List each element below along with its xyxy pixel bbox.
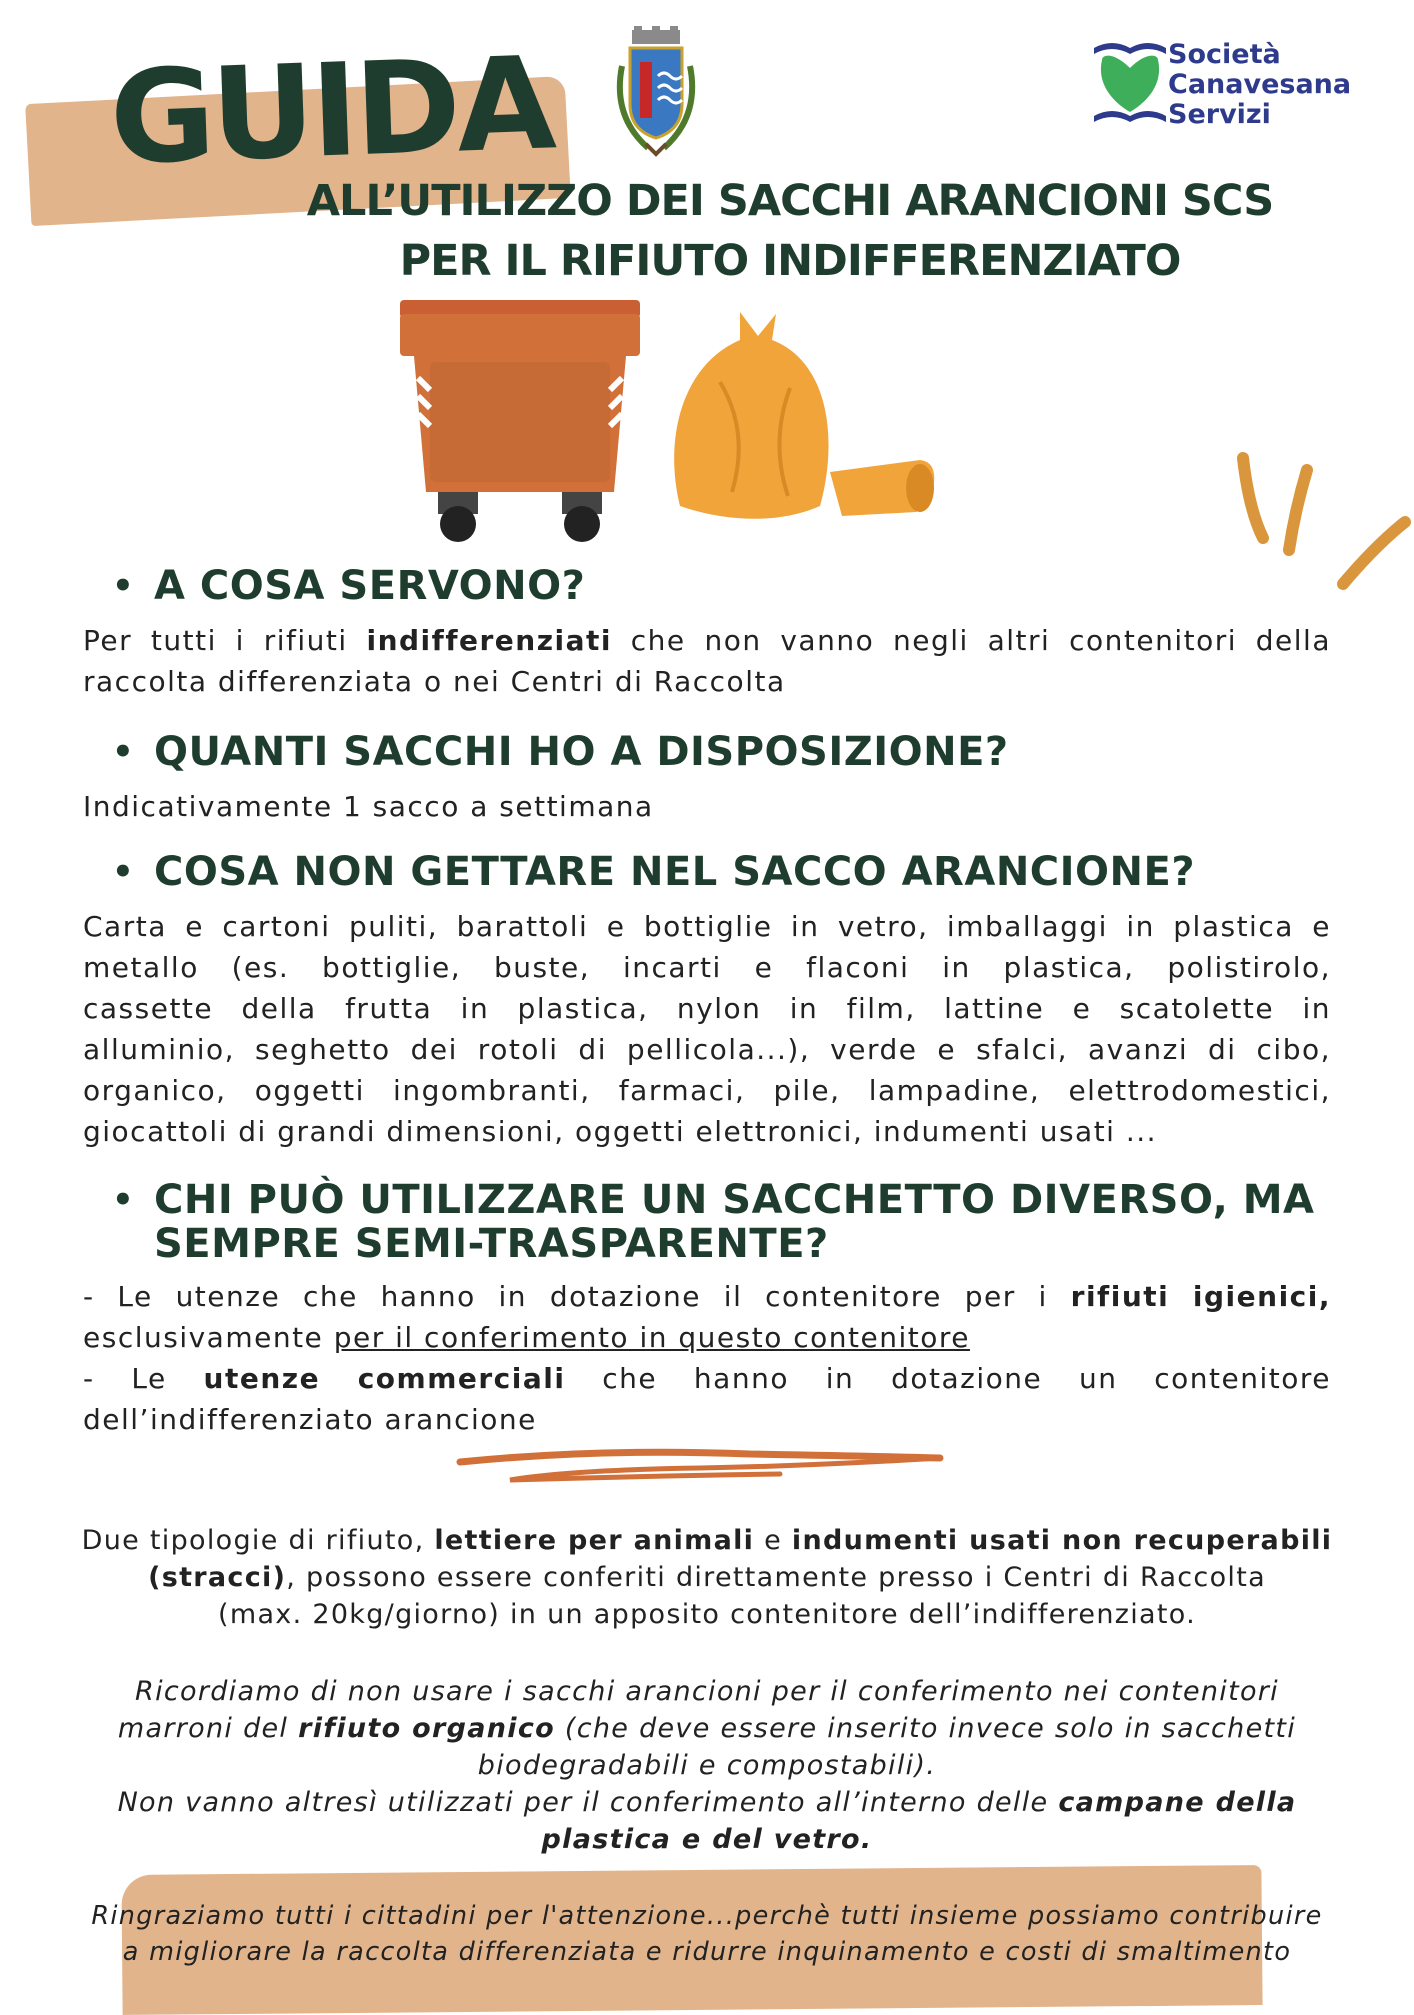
bullet: • bbox=[112, 732, 135, 772]
scs-logo-text bbox=[1168, 40, 1351, 130]
note-ringraziamo bbox=[60, 1898, 1354, 1970]
section-heading-chi-puo-utilizzare bbox=[108, 1178, 1358, 1266]
text-run: esclusivamente bbox=[83, 1321, 334, 1354]
section-heading-a-cosa-servono bbox=[108, 564, 1358, 608]
guida-title: GUIDA bbox=[107, 29, 555, 194]
note-rifiuto-organico bbox=[80, 1673, 1334, 1784]
bullet: • bbox=[112, 852, 135, 892]
heading-line-2: SEMPRE SEMI-TRASPARENTE? bbox=[154, 1221, 829, 1267]
orange-bag-icon bbox=[674, 312, 934, 519]
text-run: biodegradabili e compostabili). bbox=[477, 1750, 937, 1781]
text-line: organico, oggetti ingombranti, farmaci, pile, lampadine, elettrodomestici, bbox=[83, 1074, 1331, 1107]
bold-text: campane della bbox=[1058, 1787, 1297, 1818]
orange-bin-icon bbox=[400, 300, 640, 542]
section-text-a-cosa-servono bbox=[83, 620, 1331, 702]
text-run: (max. 20kg/giorno) in un apposito contenitore dell’indifferenziato. bbox=[218, 1599, 1196, 1630]
bullet: • bbox=[112, 566, 135, 606]
note-campane bbox=[80, 1784, 1334, 1858]
text-run: - Le bbox=[83, 1362, 204, 1395]
bold-text: indumenti usati non recuperabili bbox=[791, 1525, 1333, 1556]
bin-and-bag-illustration bbox=[360, 292, 960, 562]
text-run: Due tipologie di rifiuto, bbox=[81, 1525, 435, 1556]
bullet: • bbox=[112, 1180, 135, 1220]
bold-text: indifferenziati bbox=[366, 624, 612, 657]
bold-text: utenze commerciali bbox=[203, 1362, 566, 1395]
text-line: raccolta differenziata o nei Centri di Raccolta bbox=[83, 665, 786, 698]
text-run: che non vanno negli altri contenitori della bbox=[612, 624, 1331, 657]
bold-text: rifiuti igienici, bbox=[1070, 1280, 1331, 1313]
section-heading-cosa-non-gettare bbox=[108, 850, 1358, 894]
text-line: dell’indifferenziato arancione bbox=[83, 1403, 537, 1436]
note-centri-di-raccolta bbox=[80, 1522, 1334, 1633]
heading-text: QUANTI SACCHI HO A DISPOSIZIONE? bbox=[154, 729, 1009, 775]
text-line: cassette della frutta in plastica, nylon in film, lattine e scatolette in bbox=[83, 992, 1331, 1025]
coat-of-arms-icon bbox=[608, 26, 704, 162]
text-line: giocattoli di grandi dimensioni, oggetti elettronici, indumenti usati ... bbox=[83, 1115, 1158, 1148]
brush-divider bbox=[450, 1440, 950, 1500]
text-line bbox=[83, 1317, 1331, 1358]
section-heading-quanti-sacchi bbox=[108, 730, 1358, 774]
bold-text: rifiuto organico bbox=[298, 1713, 556, 1744]
section-text-quanti-sacchi: Indicativamente 1 sacco a settimana bbox=[83, 790, 654, 823]
bold-text: plastica e del vetro. bbox=[541, 1824, 873, 1855]
text-run: a migliorare la raccolta differenziata e ridurre inquinamento e costi di smaltimento bbox=[122, 1937, 1292, 1967]
text-line bbox=[83, 620, 1331, 661]
subtitle-line-2: PER IL RIFIUTO INDIFFERENZIATO bbox=[399, 236, 1181, 286]
text-run: Per tutti i rifiuti bbox=[83, 624, 367, 657]
text-run: Ringraziamo tutti i cittadini per l'attenzione...perchè tutti insieme possiamo contribuire bbox=[91, 1901, 1323, 1931]
text-run: Non vanno altresì utilizzati per il conferimento all’interno delle bbox=[117, 1787, 1059, 1818]
subtitle-line-1: ALL’UTILIZZO DEI SACCHI ARANCIONI SCS bbox=[306, 176, 1274, 226]
heading-line-1: CHI PUÒ UTILIZZARE UN SACCHETTO DIVERSO, MA bbox=[154, 1177, 1315, 1223]
text-run: Ricordiamo di non usare i sacchi arancioni per il conferimento nei contenitori bbox=[135, 1676, 1279, 1707]
text-line: alluminio, seghetto dei rotoli di pellicola...), verde e sfalci, avanzi di cibo, bbox=[83, 1033, 1331, 1066]
text-run: , possono essere conferiti direttamente presso i Centri di Raccolta bbox=[286, 1562, 1266, 1593]
underlined-text: per il conferimento in questo contenitore bbox=[333, 1321, 970, 1354]
logo-line-2: Canavesana bbox=[1168, 69, 1352, 100]
heading-text bbox=[154, 1178, 1314, 1266]
section-text-chi-puo-utilizzare bbox=[83, 1276, 1331, 1440]
text-line bbox=[83, 1276, 1331, 1317]
text-line bbox=[83, 1358, 1331, 1399]
text-line: Carta e cartoni puliti, barattoli e bottiglie in vetro, imballaggi in plastica e bbox=[83, 910, 1331, 943]
text-run: (che deve essere inserito invece solo in sacchetti bbox=[555, 1713, 1297, 1744]
text-run: e bbox=[754, 1525, 792, 1556]
text-line: metallo (es. bottiglie, buste, incarti e flaconi in plastica, polistirolo, bbox=[83, 951, 1331, 984]
bold-text: (stracci) bbox=[148, 1562, 287, 1593]
text-run: - Le utenze che hanno in dotazione il contenitore per i bbox=[83, 1280, 1071, 1313]
section-text-cosa-non-gettare bbox=[83, 906, 1331, 1152]
heading-text: A COSA SERVONO? bbox=[154, 563, 586, 609]
logo-line-1: Società bbox=[1168, 39, 1281, 70]
text-run: che hanno in dotazione un contenitore bbox=[565, 1362, 1332, 1395]
logo-line-3: Servizi bbox=[1168, 99, 1271, 130]
text-run: marroni del bbox=[117, 1713, 299, 1744]
heading-text: COSA NON GETTARE NEL SACCO ARANCIONE? bbox=[154, 849, 1196, 895]
bold-text: lettiere per animali bbox=[434, 1525, 755, 1556]
